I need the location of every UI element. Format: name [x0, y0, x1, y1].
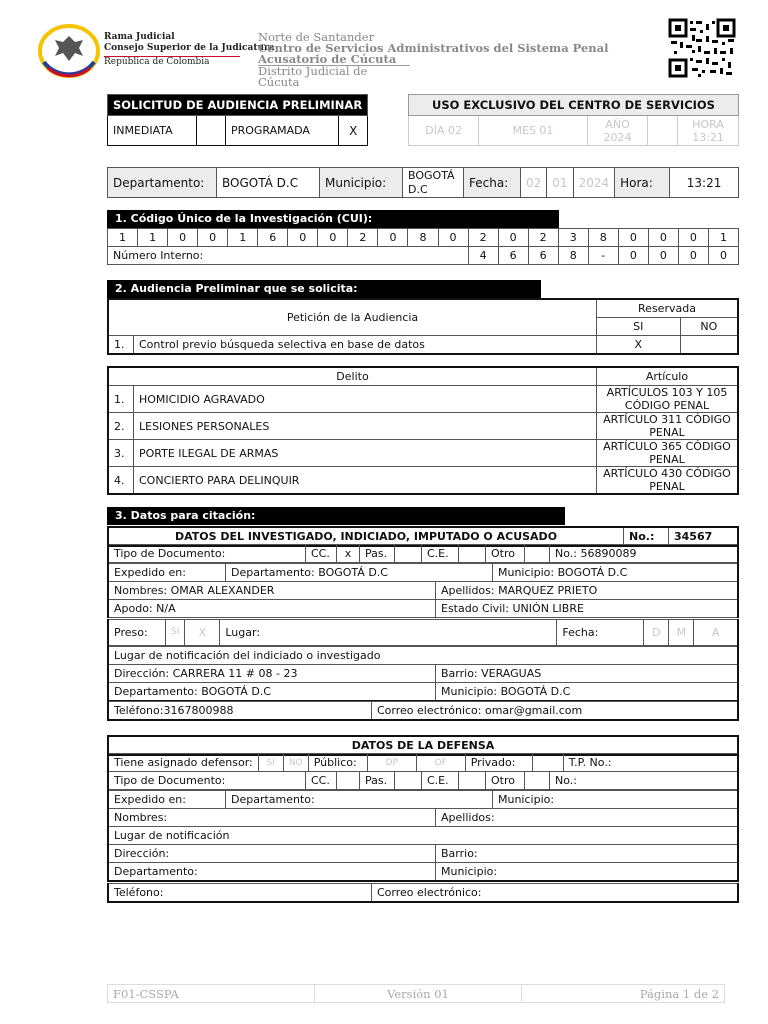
- org-country: República de Colombia: [104, 57, 210, 67]
- def-cc-label: CC.: [306, 772, 337, 790]
- delito-articulo: ARTÍCULO 311 CÓDIGO PENAL: [597, 413, 739, 440]
- def-otro-label: Otro: [486, 772, 525, 790]
- def-expedido-label: Expedido en:: [108, 791, 226, 809]
- request-type-table: [107, 94, 368, 146]
- investigado-doc-table: [107, 544, 739, 563]
- cui-digit[interactable]: 3: [558, 229, 588, 247]
- articulo-header: Artículo: [597, 367, 739, 386]
- inv-apellidos[interactable]: Apellidos: MARQUEZ PRIETO: [436, 582, 739, 600]
- defensa-contact-table: [107, 883, 739, 903]
- location-table: [107, 167, 739, 198]
- investigado-details-table: [107, 563, 739, 582]
- footer-version: Versión 01: [315, 985, 522, 1003]
- inv-departamento[interactable]: Departamento: BOGOTÁ D.C: [226, 564, 493, 582]
- header-district: Distrito Judicial de Cúcuta: [258, 65, 410, 88]
- section3-title: 3. Datos para citación:: [107, 507, 565, 525]
- defensa-title: DATOS DE LA DEFENSA: [108, 736, 738, 755]
- def-lugar-notif: Lugar de notificación: [108, 827, 738, 845]
- investigado-address-table: [107, 646, 739, 702]
- exclusive-title: USO EXCLUSIVO DEL CENTRO DE SERVICIOS: [409, 95, 739, 116]
- footer-code: F01-CSSPA: [108, 985, 315, 1003]
- inmediata-checkbox[interactable]: [196, 116, 225, 146]
- inv-correo[interactable]: Correo electrónico: omar@gmail.com: [372, 702, 739, 721]
- cui-digit[interactable]: 2: [468, 229, 498, 247]
- header-center-line1: Centro de Servicios Administrativos del Sistema Penal: [258, 41, 609, 55]
- exclusive-blank: [648, 116, 678, 146]
- cui-digit[interactable]: 0: [498, 229, 528, 247]
- inv-fecha-d[interactable]: D: [644, 620, 669, 646]
- inv-direccion[interactable]: Dirección: CARRERA 11 # 08 - 23: [108, 665, 436, 683]
- cui-digit[interactable]: 8: [408, 229, 438, 247]
- section1-title: 1. Código Único de la Investigación (CUI):: [107, 210, 559, 228]
- reservada-no-header: NO: [680, 318, 738, 336]
- cui-digit[interactable]: 1: [228, 229, 258, 247]
- judicial-seal-logo: [38, 24, 100, 78]
- cui-digit[interactable]: 8: [588, 229, 618, 247]
- inv-otro-label: Otro: [486, 545, 525, 563]
- cui-digit[interactable]: 0: [378, 229, 408, 247]
- delitos-table: [107, 366, 739, 495]
- cui-digit[interactable]: 0: [618, 229, 648, 247]
- cui-table: [107, 228, 739, 265]
- def-defensor-label: Tiene asignado defensor:: [108, 754, 258, 772]
- municipio-value[interactable]: BOGOTÁ D.C: [403, 168, 464, 198]
- cui-digit[interactable]: 0: [288, 229, 318, 247]
- delito-name: PORTE ILEGAL DE ARMAS: [134, 440, 597, 467]
- footer-page: Página 1 de 2: [522, 985, 725, 1003]
- reservada-si-header: SI: [597, 318, 681, 336]
- internal-digit[interactable]: -: [588, 247, 618, 265]
- def-municipio[interactable]: Municipio:: [493, 791, 739, 809]
- header-region: Norte de Santander: [258, 30, 375, 44]
- defensa-expedido-table: [107, 790, 739, 809]
- delito-name: LESIONES PERSONALES: [134, 413, 597, 440]
- peticion-table: [107, 298, 739, 355]
- def-no[interactable]: NO: [283, 754, 308, 772]
- cui-digit[interactable]: 0: [438, 229, 468, 247]
- inv-pas-label: Pas.: [360, 545, 395, 563]
- investigado-no-label: No.:: [624, 527, 669, 546]
- org-council: Consejo Superior de la Judicatura: [104, 43, 275, 53]
- internal-digit[interactable]: 0: [708, 247, 738, 265]
- delito-row: [108, 467, 738, 495]
- departamento-label: Departamento:: [108, 168, 217, 198]
- header-center-line2: Acusatorio de Cúcuta: [258, 52, 397, 66]
- investigado-no-value[interactable]: 34567: [669, 527, 739, 546]
- def-ce-checkbox[interactable]: [459, 772, 486, 790]
- peticion-row-si[interactable]: X: [597, 336, 681, 355]
- def-cc-checkbox[interactable]: [337, 772, 360, 790]
- inmediata-label: INMEDIATA: [113, 124, 173, 137]
- programada-label: PROGRAMADA: [230, 124, 310, 137]
- cui-digit[interactable]: 1: [708, 229, 738, 247]
- delito-num: 2.: [108, 413, 134, 440]
- hora-label: Hora:: [615, 168, 670, 198]
- internal-number-label: Número Interno:: [108, 247, 469, 265]
- inv-preso-si[interactable]: SI: [166, 620, 185, 646]
- inv-barrio[interactable]: Barrio: VERAGUAS: [436, 665, 739, 683]
- investigado-title: DATOS DEL INVESTIGADO, INDICIADO, IMPUTADO O ACUSADO: [108, 527, 624, 546]
- internal-digit[interactable]: 8: [558, 247, 588, 265]
- cui-digit[interactable]: 0: [168, 229, 198, 247]
- delito-header: Delito: [108, 367, 597, 386]
- exclusive-year: AÑO 2024: [587, 116, 648, 146]
- inv-lugar-notif: Lugar de notificación del indiciado o investigado: [108, 647, 738, 665]
- delito-name: HOMICIDIO AGRAVADO: [134, 386, 597, 413]
- inv-preso-label: Preso:: [108, 620, 166, 646]
- cui-digit[interactable]: 6: [258, 229, 288, 247]
- investigado-names-table: [107, 581, 739, 618]
- cui-digit[interactable]: 0: [678, 229, 708, 247]
- hora-value[interactable]: 13:21: [670, 168, 739, 198]
- investigado-preso-table: [107, 619, 739, 646]
- cui-digit[interactable]: 0: [648, 229, 678, 247]
- exclusive-month: MES 01: [479, 116, 587, 146]
- inv-fecha-label: Fecha:: [557, 620, 644, 646]
- def-si[interactable]: SI: [258, 754, 283, 772]
- delito-num: 3.: [108, 440, 134, 467]
- def-ce-label: C.E.: [422, 772, 459, 790]
- peticion-row-no[interactable]: [680, 336, 738, 355]
- defensa-doc-table: [107, 771, 739, 790]
- inv-ce-checkbox[interactable]: [459, 545, 486, 563]
- def-of[interactable]: OF: [416, 754, 465, 772]
- investigado-contact-table: [107, 701, 739, 721]
- inv-nombres[interactable]: Nombres: OMAR ALEXANDER: [108, 582, 436, 600]
- section2-title: 2. Audiencia Preliminar que se solicita:: [107, 280, 541, 298]
- inv-fecha-m[interactable]: M: [669, 620, 694, 646]
- def-publico-label: Público:: [308, 754, 367, 772]
- def-tp[interactable]: T.P. No.:: [563, 754, 738, 772]
- cui-digit[interactable]: 0: [198, 229, 228, 247]
- delito-articulo: ARTÍCULO 430 CÓDIGO PENAL: [597, 467, 739, 495]
- def-privado-label: Privado:: [465, 754, 532, 772]
- inv-municipio[interactable]: Municipio: BOGOTÁ D.C: [493, 564, 739, 582]
- request-title: SOLICITUD DE AUDIENCIA PRELIMINAR: [108, 95, 368, 116]
- def-telefono[interactable]: Teléfono:: [108, 884, 372, 903]
- def-dp[interactable]: DP: [367, 754, 416, 772]
- inv-municipio2[interactable]: Municipio: BOGOTÁ D.C: [436, 683, 739, 702]
- inv-preso-x[interactable]: X: [185, 620, 220, 646]
- peticion-header: Petición de la Audiencia: [108, 299, 597, 336]
- cui-digit[interactable]: 2: [528, 229, 558, 247]
- def-departamento2[interactable]: Departamento:: [108, 863, 436, 882]
- inv-ce-label: C.E.: [422, 545, 459, 563]
- inv-fecha-a[interactable]: A: [694, 620, 738, 646]
- org-name: Rama Judicial: [104, 32, 175, 42]
- delito-articulo: ARTÍCULO 365 CÓDIGO PENAL: [597, 440, 739, 467]
- fecha-label: Fecha:: [464, 168, 521, 198]
- def-otro-checkbox[interactable]: [525, 772, 550, 790]
- inv-apodo[interactable]: Apodo: N/A: [108, 600, 436, 618]
- delito-num: 1.: [108, 386, 134, 413]
- def-pas-label: Pas.: [360, 772, 395, 790]
- def-departamento[interactable]: Departamento:: [226, 791, 493, 809]
- delito-row: [108, 386, 738, 413]
- internal-digit[interactable]: 4: [468, 247, 498, 265]
- def-tipo-doc-label: Tipo de Documento:: [108, 772, 306, 790]
- def-apellidos[interactable]: Apellidos:: [436, 809, 739, 827]
- internal-digit[interactable]: 6: [528, 247, 558, 265]
- inv-cc-checkbox[interactable]: x: [337, 545, 360, 563]
- exclusive-use-table: [408, 94, 739, 146]
- cui-digit[interactable]: 1: [138, 229, 168, 247]
- municipio-label: Municipio:: [320, 168, 403, 198]
- inv-doc-number[interactable]: No.: 56890089: [550, 545, 739, 563]
- reservada-header: Reservada: [597, 299, 739, 318]
- def-pas-checkbox[interactable]: [395, 772, 422, 790]
- delito-row: [108, 440, 738, 467]
- delito-row: [108, 413, 738, 440]
- inv-cc-label: CC.: [306, 545, 337, 563]
- peticion-row-text: Control previo búsqueda selectiva en base de datos: [134, 336, 597, 355]
- programada-checkbox[interactable]: X: [339, 116, 368, 146]
- inv-expedido-label: Expedido en:: [108, 564, 226, 582]
- internal-digit[interactable]: 0: [678, 247, 708, 265]
- inv-tipo-doc-label: Tipo de Documento:: [108, 545, 306, 563]
- def-doc-number[interactable]: No.:: [550, 772, 739, 790]
- delito-articulo: ARTÍCULOS 103 Y 105 CÓDIGO PENAL: [597, 386, 739, 413]
- exclusive-day: DÍA 02: [409, 116, 479, 146]
- def-barrio[interactable]: Barrio:: [436, 845, 739, 863]
- departamento-value[interactable]: BOGOTÁ D.C: [217, 168, 320, 198]
- cui-digit[interactable]: 0: [318, 229, 348, 247]
- inv-otro-checkbox[interactable]: [525, 545, 550, 563]
- fecha-day[interactable]: 02: [521, 168, 547, 198]
- def-nombres[interactable]: Nombres:: [108, 809, 436, 827]
- delito-num: 4.: [108, 467, 134, 495]
- qr-code: [668, 18, 736, 78]
- inv-telefono[interactable]: Teléfono:3167800988: [108, 702, 372, 721]
- def-correo[interactable]: Correo electrónico:: [372, 884, 739, 903]
- internal-digit[interactable]: 6: [498, 247, 528, 265]
- fecha-month[interactable]: 01: [547, 168, 573, 198]
- defensa-defensor-table: [107, 753, 739, 772]
- def-direccion[interactable]: Dirección:: [108, 845, 436, 863]
- footer: [107, 984, 725, 1003]
- def-privado-checkbox[interactable]: [532, 754, 563, 772]
- cui-digit[interactable]: 2: [348, 229, 378, 247]
- exclusive-hour: HORA 13:21: [678, 116, 739, 146]
- def-municipio2[interactable]: Municipio:: [436, 863, 739, 882]
- fecha-year[interactable]: 2024: [573, 168, 615, 198]
- defensa-names-table: [107, 808, 739, 882]
- inv-estado-civil[interactable]: Estado Civil: UNIÓN LIBRE: [436, 600, 739, 618]
- internal-digit[interactable]: 0: [648, 247, 678, 265]
- inv-pas-checkbox[interactable]: [395, 545, 422, 563]
- inv-lugar[interactable]: Lugar:: [220, 620, 557, 646]
- inv-departamento2[interactable]: Departamento: BOGOTÁ D.C: [108, 683, 436, 702]
- internal-digit[interactable]: 0: [618, 247, 648, 265]
- cui-digit[interactable]: 1: [108, 229, 138, 247]
- peticion-row-num: 1.: [108, 336, 134, 355]
- delito-name: CONCIERTO PARA DELINQUIR: [134, 467, 597, 495]
